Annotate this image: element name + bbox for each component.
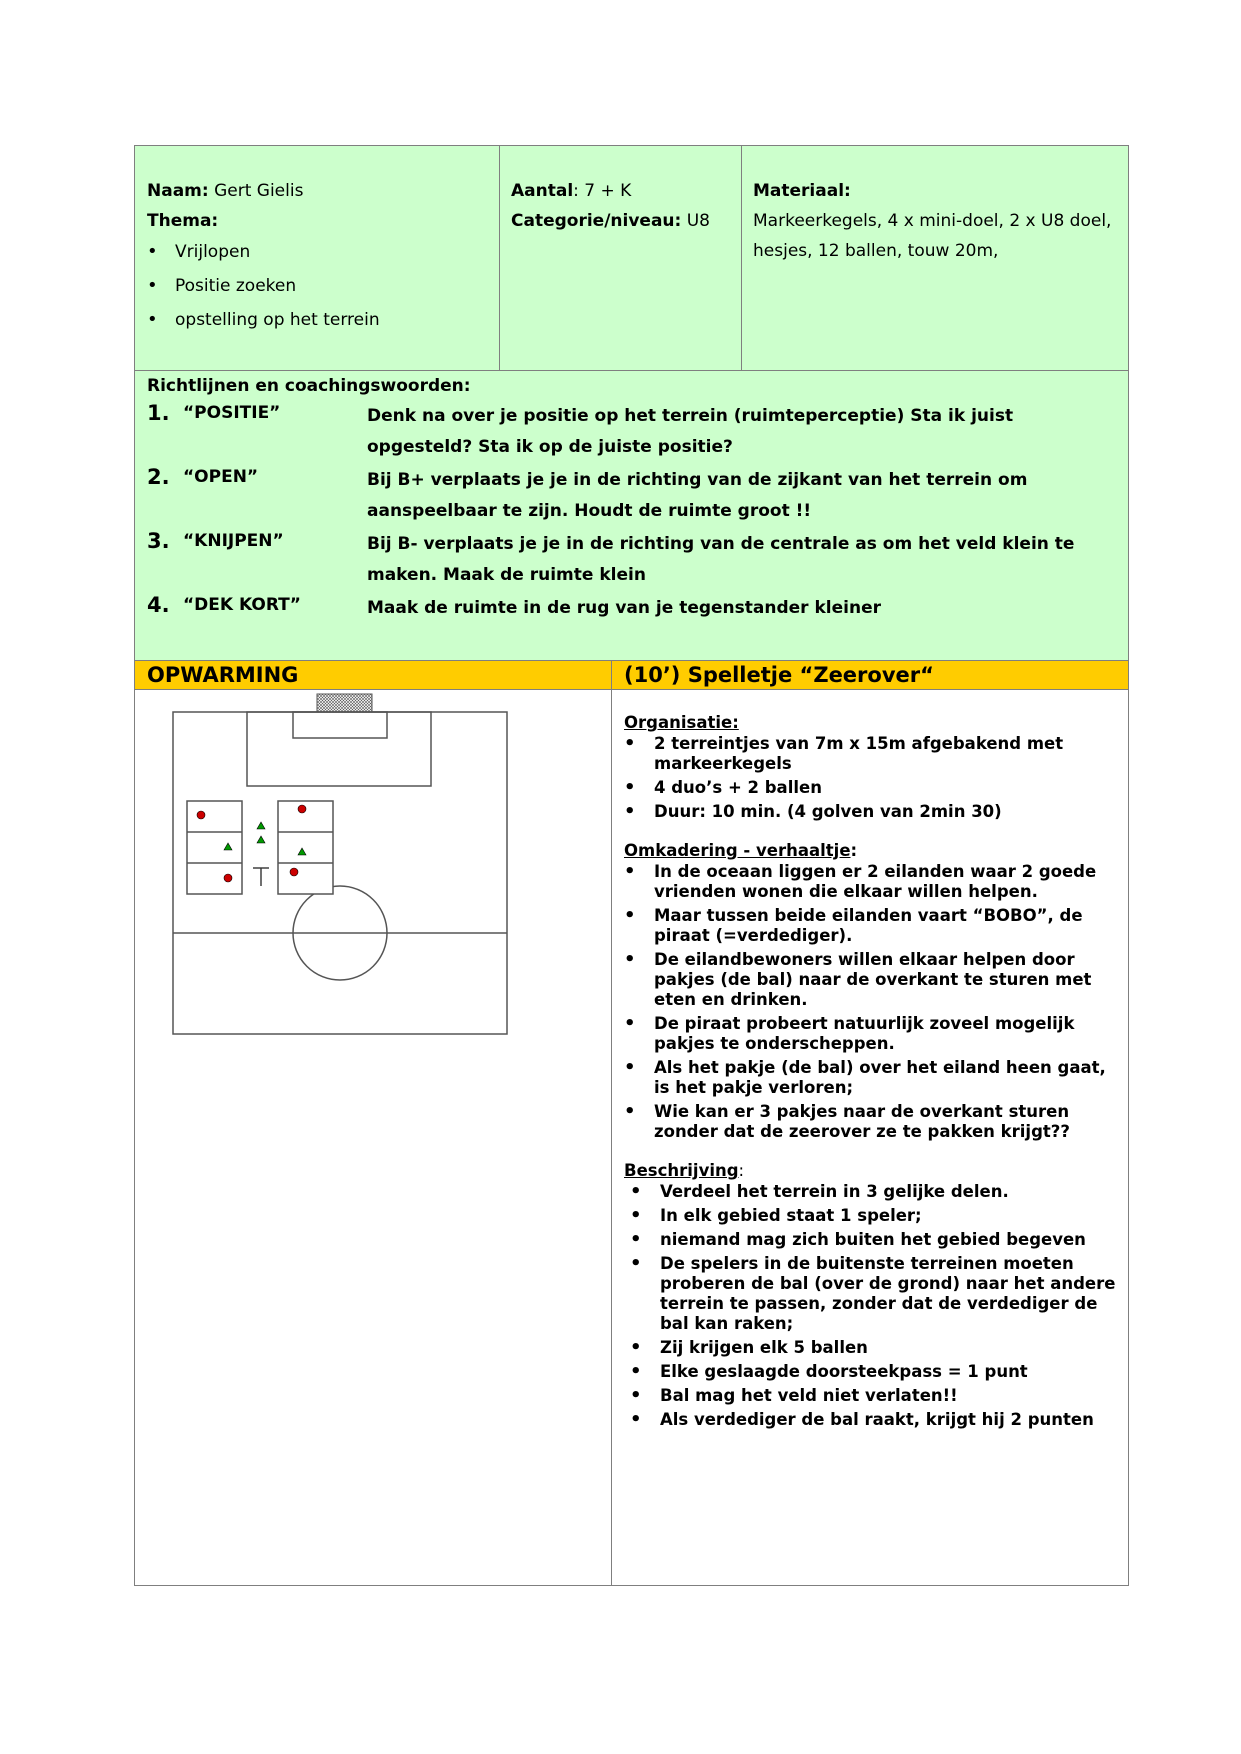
count-category-cell [499, 145, 742, 371]
coaching-number: 4. [147, 593, 170, 617]
theme-label: Thema: [147, 211, 219, 231]
exercise-cell [611, 689, 1129, 1586]
description-item: • Bal mag het veld niet verlaten!! [630, 1386, 1119, 1406]
name-label: Naam: [147, 181, 209, 201]
material-label: Materiaal: [753, 181, 851, 201]
player-red [197, 811, 205, 819]
story-item: • De piraat probeert natuurlijk zoveel mogelijk pakjes te onderscheppen. [624, 1014, 1119, 1054]
story-title-colon: : [850, 841, 858, 860]
count-value: : 7 + K [573, 181, 632, 201]
coaching-keyword: “KNIJPEN” [183, 531, 284, 551]
coaching-keyword: “POSITIE” [183, 403, 281, 423]
story-item: • Wie kan er 3 pakjes naar de overkant sturen zonder dat de zeerover ze te pakken krijgt?? [624, 1102, 1119, 1142]
coaching-keyword: “OPEN” [183, 467, 259, 487]
coaching-cell [134, 370, 1129, 661]
section-header-left [134, 660, 612, 690]
description-item: • Zij krijgen elk 5 ballen [630, 1338, 1119, 1358]
player-red [298, 805, 306, 813]
category-label: Categorie/niveau: [511, 211, 682, 231]
description-item: • In elk gebied staat 1 speler; [630, 1206, 1119, 1226]
field-diagram [165, 690, 525, 1050]
section-title-left: OPWARMING [147, 663, 299, 687]
cone-green [257, 822, 265, 829]
organisation-item: • 2 terreintjes van 7m x 15m afgebakend met markeerkegels [624, 734, 1119, 774]
coaching-description: Denk na over je positie op het terrein (ruimteperceptie) Sta ik juist opgesteld? Sta ik op de juiste positie? [367, 406, 1014, 457]
theme-item: • Positie zoeken [147, 269, 487, 303]
coaching-number: 1. [147, 401, 170, 425]
coaching-description: Bij B- verplaats je je in de richting van de centrale as om het veld klein te maken. Maak de ruimte klein [367, 534, 1075, 585]
coaching-number: 3. [147, 529, 170, 553]
coaching-description: Maak de ruimte in de rug van je tegenstander kleiner [367, 598, 881, 618]
coaching-title: Richtlijnen en coachingswoorden: [147, 376, 471, 396]
player-red [224, 874, 232, 882]
material-cell [741, 145, 1129, 371]
description-item: • niemand mag zich buiten het gebied begeven [630, 1230, 1119, 1250]
name-theme-cell [134, 145, 500, 371]
coaching-number: 2. [147, 465, 170, 489]
diagram-cell [134, 689, 612, 1586]
theme-item: • Vrijlopen [147, 235, 487, 269]
theme-list [147, 235, 487, 337]
coaching-description: Bij B+ verplaats je je in de richting van de zijkant van het terrein om aanspeelbaar te zijn. Houdt de ruimte groot !! [367, 470, 1028, 521]
description-item: • Als verdediger de bal raakt, krijgt hij 2 punten [630, 1410, 1119, 1430]
material-value: Markeerkegels, 4 x mini-doel, 2 x U8 doel, hesjes, 12 ballen, touw 20m, [753, 211, 1112, 261]
coaching-keyword: “DEK KORT” [183, 595, 301, 615]
section-header-right [611, 660, 1129, 690]
section-title-right: (10’) Spelletje “Zeerover“ [624, 663, 934, 687]
story-list [624, 862, 1119, 1142]
player-red [290, 868, 298, 876]
story-item: • Maar tussen beide eilanden vaart “BOBO”, de piraat (=verdediger). [624, 906, 1119, 946]
description-title-colon: : [738, 1161, 745, 1180]
category-value: U8 [681, 211, 710, 231]
cone-green [257, 836, 265, 843]
story-title: Omkadering - verhaaltje [624, 841, 851, 860]
count-label: Aantal [511, 181, 574, 201]
organisation-item: • Duur: 10 min. (4 golven van 2min 30) [624, 802, 1119, 822]
mini-goal [253, 868, 269, 886]
description-item: • Verdeel het terrein in 3 gelijke delen. [630, 1182, 1119, 1202]
zone-left [187, 801, 242, 894]
theme-item: • opstelling op het terrein [147, 303, 487, 337]
goal-net [317, 694, 372, 712]
name-value: Gert Gielis [208, 181, 304, 201]
zone-right [278, 801, 333, 894]
description-item: • De spelers in de buitenste terreinen moeten proberen de bal (over de grond) naar het andere terrein te passen, zonder dat de verdediger de bal kan raken; [630, 1254, 1119, 1334]
story-item: • In de oceaan liggen er 2 eilanden waar 2 goede vrienden wonen die elkaar willen helpen. [624, 862, 1119, 902]
organisation-list [624, 734, 1119, 822]
description-title: Beschrijving [624, 1161, 739, 1180]
description-item: • Elke geslaagde doorsteekpass = 1 punt [630, 1362, 1119, 1382]
description-list [624, 1182, 1119, 1430]
penalty-area [247, 712, 431, 786]
organisation-title: Organisatie: [624, 713, 739, 732]
goal-area [293, 712, 387, 738]
story-item: • Als het pakje (de bal) over het eiland heen gaat, is het pakje verloren; [624, 1058, 1119, 1098]
story-item: • De eilandbewoners willen elkaar helpen door pakjes (de bal) naar de overkant te sturen met eten en drinken. [624, 950, 1119, 1010]
organisation-item: • 4 duo’s + 2 ballen [624, 778, 1119, 798]
